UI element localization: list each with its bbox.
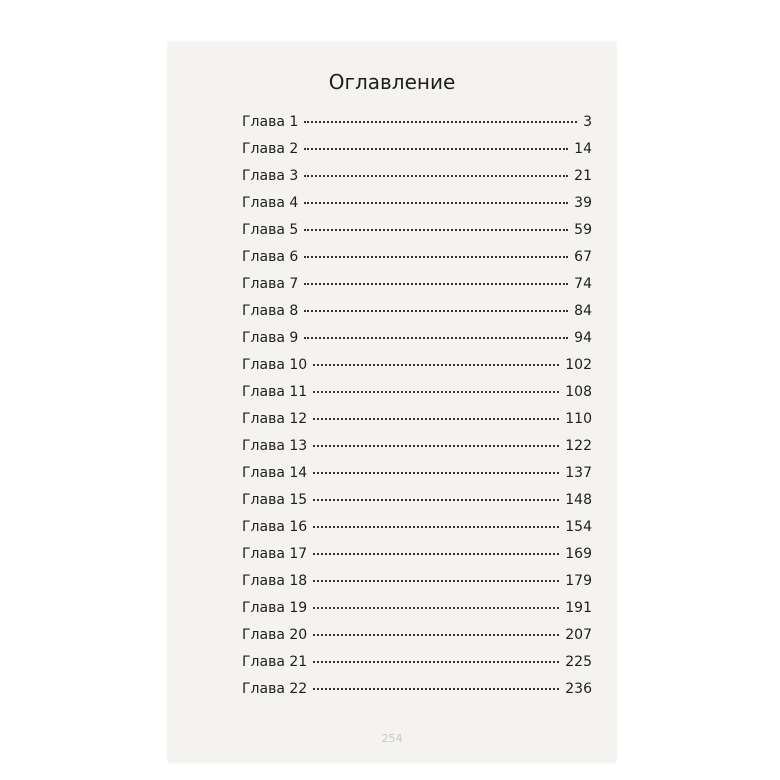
- book-page: [168, 42, 616, 762]
- toc-entry-page: 236: [565, 681, 592, 697]
- toc-entry: [242, 141, 592, 168]
- toc-entry-page: 39: [574, 195, 592, 211]
- toc-entry-label: Глава 9: [242, 330, 299, 346]
- toc-leader-dots: [313, 418, 559, 420]
- toc-entry-label: Глава 8: [242, 303, 299, 319]
- toc-leader-dots: [313, 553, 559, 555]
- toc-entry: [242, 600, 592, 627]
- toc-entry: [242, 438, 592, 465]
- toc-leader-dots: [304, 229, 568, 231]
- toc-entry-page: 67: [574, 249, 592, 265]
- toc-entry-label: Глава 21: [242, 654, 308, 670]
- toc-entry-page: 137: [565, 465, 592, 481]
- toc-entry-page: 191: [565, 600, 592, 616]
- toc-entry-label: Глава 13: [242, 438, 308, 454]
- toc-entry-page: 207: [565, 627, 592, 643]
- toc-entry-page: 94: [574, 330, 592, 346]
- toc-leader-dots: [304, 256, 568, 258]
- toc-entry-page: 154: [565, 519, 592, 535]
- toc-entry-label: Глава 1: [242, 114, 299, 130]
- toc-entry-label: Глава 14: [242, 465, 308, 481]
- toc-entry-page: 59: [574, 222, 592, 238]
- toc-entry-label: Глава 3: [242, 168, 299, 184]
- toc-entry-label: Глава 20: [242, 627, 308, 643]
- toc-entry-page: 21: [574, 168, 592, 184]
- toc-entry-label: Глава 10: [242, 357, 308, 373]
- toc-entry-label: Глава 7: [242, 276, 299, 292]
- toc-entry-page: 3: [583, 114, 592, 130]
- page-title: Оглавление: [328, 70, 456, 94]
- toc-entry-label: Глава 15: [242, 492, 308, 508]
- toc-entry: [242, 276, 592, 303]
- toc-leader-dots: [313, 472, 559, 474]
- toc-entry-label: Глава 17: [242, 546, 308, 562]
- toc-entry-page: 110: [565, 411, 592, 427]
- toc-entry-label: Глава 11: [242, 384, 308, 400]
- toc-entry: [242, 411, 592, 438]
- toc-entry: [242, 546, 592, 573]
- toc-entry-label: Глава 5: [242, 222, 299, 238]
- toc-leader-dots: [313, 499, 559, 501]
- page-number: 254: [381, 732, 403, 745]
- toc-entry-page: 14: [574, 141, 592, 157]
- toc-entry: [242, 114, 592, 141]
- toc-entry: [242, 384, 592, 411]
- toc-leader-dots: [313, 688, 559, 690]
- toc-leader-dots: [304, 337, 568, 339]
- toc-entry-label: Глава 22: [242, 681, 308, 697]
- toc-leader-dots: [313, 445, 559, 447]
- toc-entry: [242, 330, 592, 357]
- toc-leader-dots: [304, 202, 568, 204]
- toc-entry-page: 148: [565, 492, 592, 508]
- toc-entry-page: 74: [574, 276, 592, 292]
- toc-entry-page: 102: [565, 357, 592, 373]
- toc-leader-dots: [313, 661, 559, 663]
- table-of-contents: [242, 114, 592, 708]
- toc-leader-dots: [304, 310, 568, 312]
- toc-leader-dots: [313, 634, 559, 636]
- toc-entry: [242, 465, 592, 492]
- toc-leader-dots: [313, 391, 559, 393]
- toc-entry-page: 169: [565, 546, 592, 562]
- toc-entry-page: 179: [565, 573, 592, 589]
- toc-entry: [242, 357, 592, 384]
- toc-entry-label: Глава 18: [242, 573, 308, 589]
- toc-leader-dots: [304, 283, 568, 285]
- toc-leader-dots: [313, 607, 559, 609]
- toc-leader-dots: [304, 148, 568, 150]
- toc-leader-dots: [313, 526, 559, 528]
- toc-entry-page: 122: [565, 438, 592, 454]
- toc-leader-dots: [313, 580, 559, 582]
- toc-entry: [242, 627, 592, 654]
- toc-entry-page: 225: [565, 654, 592, 670]
- toc-entry-label: Глава 19: [242, 600, 308, 616]
- toc-entry: [242, 573, 592, 600]
- toc-entry: [242, 303, 592, 330]
- toc-entry-label: Глава 4: [242, 195, 299, 211]
- toc-leader-dots: [304, 175, 568, 177]
- toc-leader-dots: [313, 364, 559, 366]
- toc-entry: [242, 249, 592, 276]
- toc-entry: [242, 492, 592, 519]
- toc-entry: [242, 168, 592, 195]
- toc-entry-page: 108: [565, 384, 592, 400]
- toc-entry-page: 84: [574, 303, 592, 319]
- toc-entry-label: Глава 2: [242, 141, 299, 157]
- toc-entry-label: Глава 6: [242, 249, 299, 265]
- toc-entry: [242, 654, 592, 681]
- toc-entry: [242, 195, 592, 222]
- toc-entry-label: Глава 12: [242, 411, 308, 427]
- toc-entry: [242, 681, 592, 708]
- toc-entry: [242, 222, 592, 249]
- toc-entry: [242, 519, 592, 546]
- toc-entry-label: Глава 16: [242, 519, 308, 535]
- toc-leader-dots: [304, 121, 577, 123]
